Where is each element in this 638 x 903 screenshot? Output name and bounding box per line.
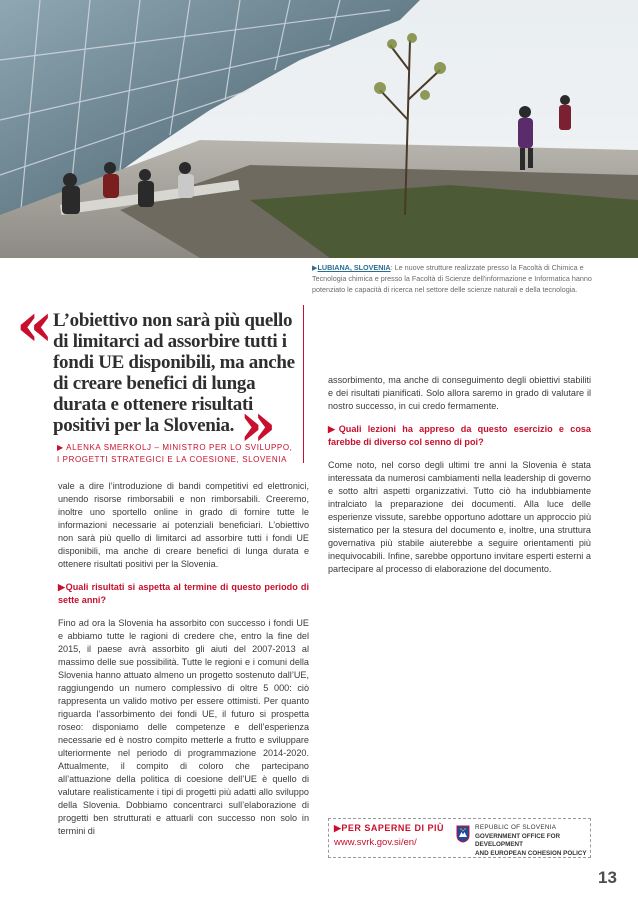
- right-column: [328, 374, 591, 586]
- left-paragraph-2: Fino ad ora la Slovenia ha assorbito con successo i fondi UE e abbiamo tutte le ragioni di credere che, entro la fine del 2015, il paese avrà assorbito gli aiuti del 2007-2013 al massimo delle sue possibilità. Tutte le regioni e i comuni della Slovenia hanno attuato almeno un progetto sostenuto dall’UE, raggiungendo un numero complessivo di oltre 5 000: ciò rappresenta un valido motivo per essere ottimisti. Per quanto riguarda l’assorbimento dei fondi UE, il futuro si prospetta roseo: disponiamo delle competenze e dell’esperienza necessarie ed è nostro compito metterle a frutto e sviluppare ulteriormente nel periodo di programmazione 2014-2020. Attualmente, il compito di coloro che partecipano all’attuazione della politica di coesione dell’UE è quello di valutare realisticamente i tipi di progetti più adatti allo sviluppo della Slovenia. Dobbiamo concentrarci sull’elaborazione di progetti ben strutturati e attuarli con successo non solo in termini di: [58, 618, 309, 836]
- quote-attribution: [57, 442, 307, 466]
- pull-quote: [13, 290, 303, 467]
- left-question: [58, 581, 309, 607]
- government-office-label: [475, 824, 590, 858]
- triangle-right-icon: ▶: [312, 263, 318, 272]
- right-question: [328, 423, 591, 449]
- header-photo: [0, 0, 638, 258]
- more-info-title-text: PER SAPERNE DI PIÙ: [341, 823, 444, 833]
- open-quote-mark: «: [16, 290, 54, 360]
- caption-text: : Le nuove strutture realizzate presso la Facoltà di Chimica e Tecnologia chimica e presso la Facoltà di Scienze dell'informazione e Informatica hanno potenziato le capacità di ricerca nel settore delle scienze naturali e della tecnologia.: [312, 263, 592, 294]
- photo-caption: [312, 262, 608, 295]
- more-info-box: [328, 818, 591, 858]
- quote-divider: [303, 305, 304, 463]
- gov-line-3: AND EUROPEAN COHESION POLICY: [475, 849, 587, 857]
- more-info-link[interactable]: www.svrk.gov.si/en/: [334, 837, 417, 848]
- more-info-title: [334, 823, 444, 834]
- right-paragraph-1: assorbimento, ma anche di conseguimento degli obiettivi stabiliti e dei risultati pianificati. Solo allora saremo in grado di valutare il nostro successo, in cui credo fermamente.: [328, 375, 591, 411]
- university-building-photo: [0, 0, 638, 258]
- triangle-right-icon: ▶: [58, 582, 66, 592]
- slovenia-coat-of-arms-icon: [456, 825, 470, 843]
- page-number: 13: [598, 868, 617, 887]
- right-question-text: Quali lezioni ha appreso da questo esercizio e cosa farebbe di diverso col senno di poi?: [328, 424, 591, 447]
- attribution-line-2: I PROGETTI STRATEGICI E LA COESIONE, SLOVENIA: [57, 455, 288, 464]
- left-paragraph-1: vale a dire l’introduzione di bandi competitivi ed elettronici, unendo risorse rimborsabili e non rimborsabili. Creeremo, inoltre uno sportello online in grado di fornire tutte le informazioni necessarie ai potenziali beneficiari. L’obiettivo non sarà più quello di limitarci ad assorbire tutti i fondi UE disponibili, ma anche di creare benefici di lunga durata e ottenere risultati positivi per la Slovenia.: [58, 481, 309, 569]
- gov-line-2: GOVERNMENT OFFICE FOR DEVELOPMENT: [475, 832, 561, 848]
- triangle-right-icon: ▶: [334, 823, 342, 833]
- triangle-right-icon: ▶: [328, 424, 339, 434]
- right-paragraph-2: Come noto, nel corso degli ultimi tre anni la Slovenia è stata interessata da numerosi cambiamenti nella leadership di governo e sotto altri aspetti organizzativi. Tutto ciò ha indubbiamente intralciato la preparazione dei documenti. Alla luce delle esperienze vissute, sarebbe opportuno adottare un approccio più sistematico per la stesura del documento e, inoltre, una struttura governativa più stabile aiuterebbe a seguire orientamenti più inequivocabili. Infine, sarebbe opportuno invitare esperti esterni a partecipare al processo di elaborazione del documento.: [328, 460, 591, 574]
- attribution-line-1: ALENKA SMERKOLJ – MINISTRO PER LO SVILUPPO,: [66, 443, 293, 452]
- left-column: [58, 480, 309, 848]
- triangle-right-icon: ▶: [57, 443, 64, 452]
- caption-location: LUBIANA, SLOVENIA: [317, 263, 391, 272]
- gov-line-1: REPUBLIC OF SLOVENIA: [475, 824, 557, 831]
- pull-quote-text: L’obiettivo non sarà più quello di limitarci ad assorbire tutti i fondi UE disponibili, ma anche di creare benefici di lunga durata e ottenere risultati positivi per la Slovenia.: [53, 310, 295, 436]
- close-quote-mark: »: [239, 390, 277, 460]
- left-question-text: Quali risultati si aspetta al termine di questo periodo di sette anni?: [58, 582, 310, 605]
